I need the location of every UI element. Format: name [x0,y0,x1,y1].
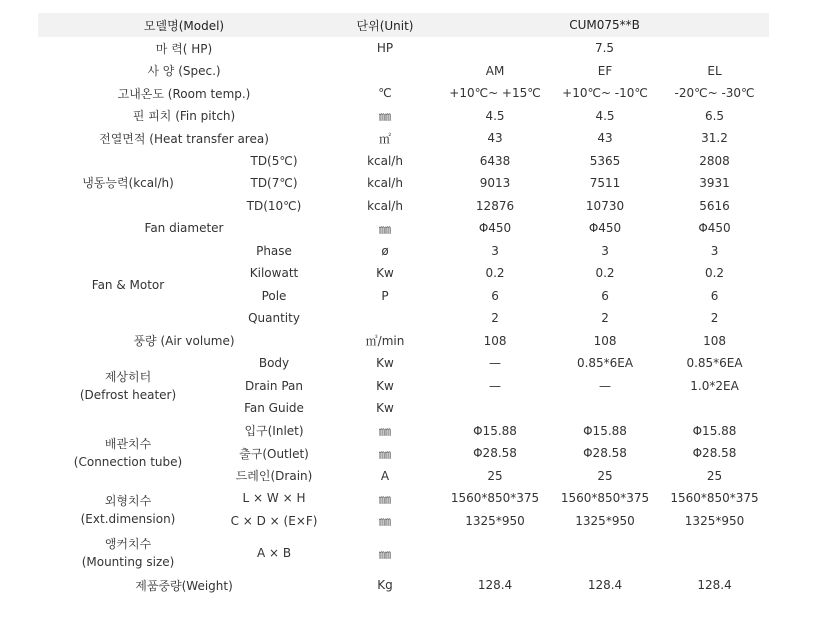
group-label [38,352,218,420]
unit-cell: ㎜ [379,546,392,561]
unit-cell: ø [381,243,389,258]
unit-cell: kcal/h [367,176,403,191]
unit-cell: kcal/h [367,153,403,168]
value-cell: 1.0*2EA [690,378,739,393]
value-cell: Φ450 [588,221,622,236]
table-row [38,60,769,83]
group-label [38,487,218,532]
header-row [38,13,769,37]
sub-label: Drain Pan [245,378,303,393]
table-row [38,82,769,105]
value-cell: 6 [601,288,609,303]
unit-cell: ㎜ [379,221,392,236]
value-cell: Φ15.88 [473,423,517,438]
sub-label: TD(5℃) [250,153,298,168]
value-cell: 108 [703,333,726,348]
value-cell: 25 [597,468,613,483]
value-cell: — [599,378,612,393]
value-cell: Φ28.58 [583,446,627,461]
value-cell: 5616 [699,198,730,213]
value-cell: 43 [597,131,613,146]
value-cell: 0.2 [595,266,615,281]
value-cell: — [489,378,502,393]
table-row [38,532,769,574]
value-cell: 9013 [479,176,511,191]
value-cell: +10℃~ -10℃ [562,86,648,101]
table-row [38,352,769,375]
unit-cell: ㎜ [379,424,392,439]
value-cell: Φ15.88 [583,423,627,438]
value-cell: 1560*850*375 [450,491,540,506]
value-cell: AM [485,63,505,78]
product-header: CUM075**B [440,13,769,37]
sub-label: Phase [256,243,292,258]
sub-label: Body [258,356,290,371]
row-label: 제품중량(Weight) [135,578,233,593]
value-cell: Φ450 [478,221,512,236]
value-cell: 3 [601,243,609,258]
value-cell: 1325*950 [465,513,525,528]
table-row [38,330,769,353]
value-cell: 108 [593,333,617,348]
group-label [38,420,218,488]
unit-cell: ㎥/min [365,334,405,349]
row-label: Fan diameter [144,221,224,236]
value-cell: Φ28.58 [692,446,737,461]
value-cell: Φ450 [698,221,731,236]
value-cell: 2 [601,311,609,326]
unit-cell: kcal/h [367,198,403,213]
value-cell: 0.2 [704,266,725,281]
value-cell: 25 [706,468,723,483]
unit-header: 단위(Unit) [330,13,440,37]
unit-cell: ㎜ [379,109,392,124]
value-cell: 5365 [589,153,621,168]
value-cell [550,532,660,574]
group-label-en: (Ext.dimension) [80,511,176,526]
table-row [38,487,769,510]
sub-label: 출구(Outlet) [239,446,309,461]
value-cell: 2808 [699,153,730,168]
unit-cell: Kw [376,356,394,371]
sub-label: L × W × H [242,491,306,506]
value-cell: 128.4 [587,578,623,593]
sub-label: TD(7℃) [250,176,298,191]
value-cell [440,397,550,420]
value-cell: 7511 [589,176,621,191]
table-row [38,105,769,128]
sub-label: Kilowatt [249,266,299,281]
value-cell: 1325*950 [684,513,745,528]
value-cell: 1325*950 [575,513,635,528]
spec-table [38,13,769,597]
value-cell: 12876 [475,198,515,213]
unit-cell: A [380,468,390,483]
value-cell: 128.4 [697,578,732,593]
value-cell: EL [707,63,722,78]
value-cell: +10℃~ +15℃ [449,86,541,101]
value-cell: 2 [710,311,719,326]
unit-cell: ㎡ [379,131,392,146]
sub-label: Fan Guide [244,401,304,416]
row-label: 풍량 (Air volume) [133,334,235,349]
group-label: 냉동능력(kcal/h) [82,176,174,191]
value-cell: 1560*850*375 [560,491,650,506]
value-cell: 6.5 [704,108,725,123]
sub-label: Pole [261,288,287,303]
unit-cell: HP [376,41,394,56]
table-row [38,574,769,597]
sub-label: TD(10℃) [246,198,302,213]
value-cell: EF [597,63,613,78]
table-row [38,37,769,60]
value-cell: 7.5 [594,41,615,56]
value-cell: 1560*850*375 [670,491,759,506]
value-cell: 128.4 [477,578,513,593]
value-cell: 6 [491,288,499,303]
unit-cell [330,307,440,330]
unit-cell: Kw [376,378,394,393]
value-cell: 43 [487,131,503,146]
table-row [38,217,769,240]
row-label: 핀 피치 (Fin pitch) [132,109,236,124]
value-cell: Φ28.58 [473,446,517,461]
group-label-en: (Connection tube) [73,455,183,470]
unit-cell: ㎜ [379,514,392,529]
model-header: 모델명(Model) [38,13,330,37]
row-label: 전열면적 (Heat transfer area) [99,131,269,146]
value-cell [550,397,660,420]
value-cell [660,532,769,574]
value-cell: -20℃~ -30℃ [674,86,755,101]
table-row [38,127,769,150]
value-cell: — [489,356,502,371]
value-cell: 3 [710,243,719,258]
unit-cell: ㎜ [379,446,392,461]
unit-cell: Kg [377,578,393,593]
row-label: 마 력( HP) [155,41,213,56]
value-cell: 6438 [479,153,511,168]
value-cell: 4.5 [595,108,615,123]
table-row [38,240,769,263]
value-cell [440,532,550,574]
value-cell: 10730 [585,198,625,213]
table-row [38,150,769,173]
unit-cell: ㎜ [379,491,392,506]
value-cell: 0.2 [485,266,505,281]
value-cell: 0.85*6EA [686,356,743,371]
sub-label: A × B [256,546,292,560]
group-label-ko: 외형치수 [104,493,152,508]
group-label-en: (Defrost heater) [79,387,177,402]
group-label: Fan & Motor [91,277,165,292]
value-cell: 3 [491,243,499,258]
value-cell: 3931 [699,176,730,191]
unit-cell: P [381,288,389,303]
value-cell: 108 [483,333,507,348]
row-label: 고내온도 (Room temp.) [117,86,251,101]
value-cell: 31.2 [701,131,728,146]
value-cell: 25 [487,468,503,483]
value-cell: 4.5 [485,108,505,123]
group-label-ko: 앵커치수 [104,537,152,551]
value-cell [660,397,769,420]
table-row [38,420,769,443]
value-cell: 2 [491,311,499,326]
group-label-en: (Mounting size) [81,555,175,569]
sub-label: C × D × (E×F) [230,513,318,528]
sub-label: Quantity [248,311,300,326]
unit-cell: Kw [376,266,394,281]
sub-label: 입구(Inlet) [244,424,304,439]
unit-cell: ℃ [378,86,392,101]
value-cell: 6 [710,288,719,303]
sub-label: 드레인(Drain) [235,469,313,484]
value-cell: Φ15.88 [692,423,737,438]
row-label: 사 양 (Spec.) [147,64,221,79]
value-cell: 0.85*6EA [576,356,634,371]
unit-cell: Kw [376,401,394,416]
group-label-ko: 배관치수 [104,437,152,452]
unit-cell [330,60,440,83]
group-label-ko: 제상히터 [104,369,152,384]
group-label [38,532,218,574]
